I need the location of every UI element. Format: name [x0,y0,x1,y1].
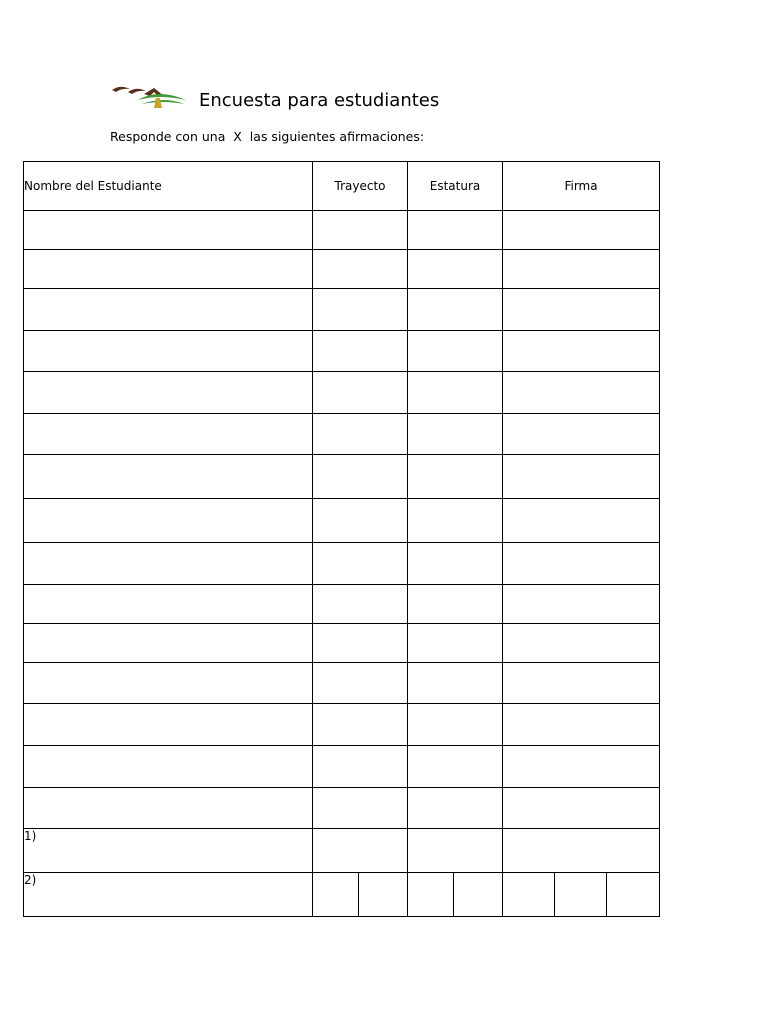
firma-cell[interactable] [503,829,660,873]
survey-table [23,161,660,917]
name-cell[interactable] [24,414,313,455]
numbered-row-1 [24,829,660,873]
header-row [24,162,660,211]
estatura-cell[interactable] [408,663,503,704]
firma-cell[interactable] [503,585,660,624]
name-cell[interactable] [24,663,313,704]
firma-cell[interactable] [503,250,660,289]
firma-cell[interactable] [503,624,660,663]
firma-cell[interactable] [503,704,660,746]
school-logo [108,84,188,112]
estatura-cell[interactable] [408,543,503,585]
numbered-row-2 [24,873,660,917]
name-cell[interactable] [24,746,313,788]
estatura-cell[interactable] [408,289,503,331]
table-row [24,746,660,788]
name-cell[interactable] [24,372,313,414]
trayecto-cell[interactable] [313,414,408,455]
sub-cell[interactable] [503,873,555,917]
estatura-cell[interactable] [408,455,503,499]
firma-cell[interactable] [503,543,660,585]
page-title: Encuesta para estudiantes [199,90,440,111]
trayecto-cell[interactable] [313,788,408,829]
firma-cell[interactable] [503,663,660,704]
table-row [24,372,660,414]
estatura-cell[interactable] [408,211,503,250]
sub-cell[interactable] [607,873,660,917]
name-cell[interactable] [24,331,313,372]
estatura-cell[interactable] [408,331,503,372]
name-cell[interactable] [24,455,313,499]
trayecto-cell[interactable] [313,289,408,331]
trayecto-cell[interactable] [313,250,408,289]
sub-cell[interactable] [359,873,408,917]
firma-cell[interactable] [503,499,660,543]
estatura-cell[interactable] [408,585,503,624]
estatura-cell[interactable] [408,414,503,455]
trayecto-cell[interactable] [313,829,408,873]
estatura-cell[interactable] [408,829,503,873]
table-row [24,211,660,250]
table-row [24,414,660,455]
table-row [24,455,660,499]
name-cell[interactable] [24,788,313,829]
table-row [24,331,660,372]
table-row [24,543,660,585]
table-row [24,499,660,543]
estatura-cell[interactable] [408,746,503,788]
name-cell[interactable] [24,211,313,250]
name-cell[interactable] [24,624,313,663]
firma-cell[interactable] [503,788,660,829]
row-number-label: 2) [24,873,313,917]
trayecto-cell[interactable] [313,372,408,414]
firma-cell[interactable] [503,414,660,455]
name-cell[interactable] [24,289,313,331]
table-row [24,289,660,331]
sub-cell[interactable] [555,873,607,917]
trayecto-cell[interactable] [313,211,408,250]
firma-cell[interactable] [503,455,660,499]
table-row [24,663,660,704]
trayecto-cell[interactable] [313,543,408,585]
estatura-cell[interactable] [408,704,503,746]
trayecto-cell[interactable] [313,663,408,704]
estatura-cell[interactable] [408,624,503,663]
name-cell[interactable] [24,704,313,746]
trayecto-cell[interactable] [313,746,408,788]
sub-cell[interactable] [454,873,503,917]
trayecto-cell[interactable] [313,331,408,372]
instruction-text: Responde con una X las siguientes afirmaciones: [110,129,425,144]
row-number-label: 1) [24,829,313,873]
estatura-cell[interactable] [408,499,503,543]
name-cell[interactable] [24,585,313,624]
estatura-cell[interactable] [408,788,503,829]
firma-cell[interactable] [503,331,660,372]
estatura-cell[interactable] [408,372,503,414]
header-firma: Firma [503,162,660,211]
firma-cell[interactable] [503,289,660,331]
trayecto-cell[interactable] [313,704,408,746]
firma-cell[interactable] [503,746,660,788]
firma-cell[interactable] [503,372,660,414]
header-student-name: Nombre del Estudiante [24,162,313,211]
header-trayecto: Trayecto [313,162,408,211]
trayecto-cell[interactable] [313,455,408,499]
name-cell[interactable] [24,499,313,543]
table-row [24,704,660,746]
trayecto-cell[interactable] [313,624,408,663]
estatura-cell[interactable] [408,250,503,289]
header-estatura: Estatura [408,162,503,211]
table-row [24,585,660,624]
trayecto-cell[interactable] [313,499,408,543]
table-row [24,788,660,829]
trayecto-cell[interactable] [313,585,408,624]
firma-cell[interactable] [503,211,660,250]
table-row [24,624,660,663]
sub-cell[interactable] [408,873,454,917]
sub-cell[interactable] [313,873,359,917]
name-cell[interactable] [24,250,313,289]
name-cell[interactable] [24,543,313,585]
table-row [24,250,660,289]
